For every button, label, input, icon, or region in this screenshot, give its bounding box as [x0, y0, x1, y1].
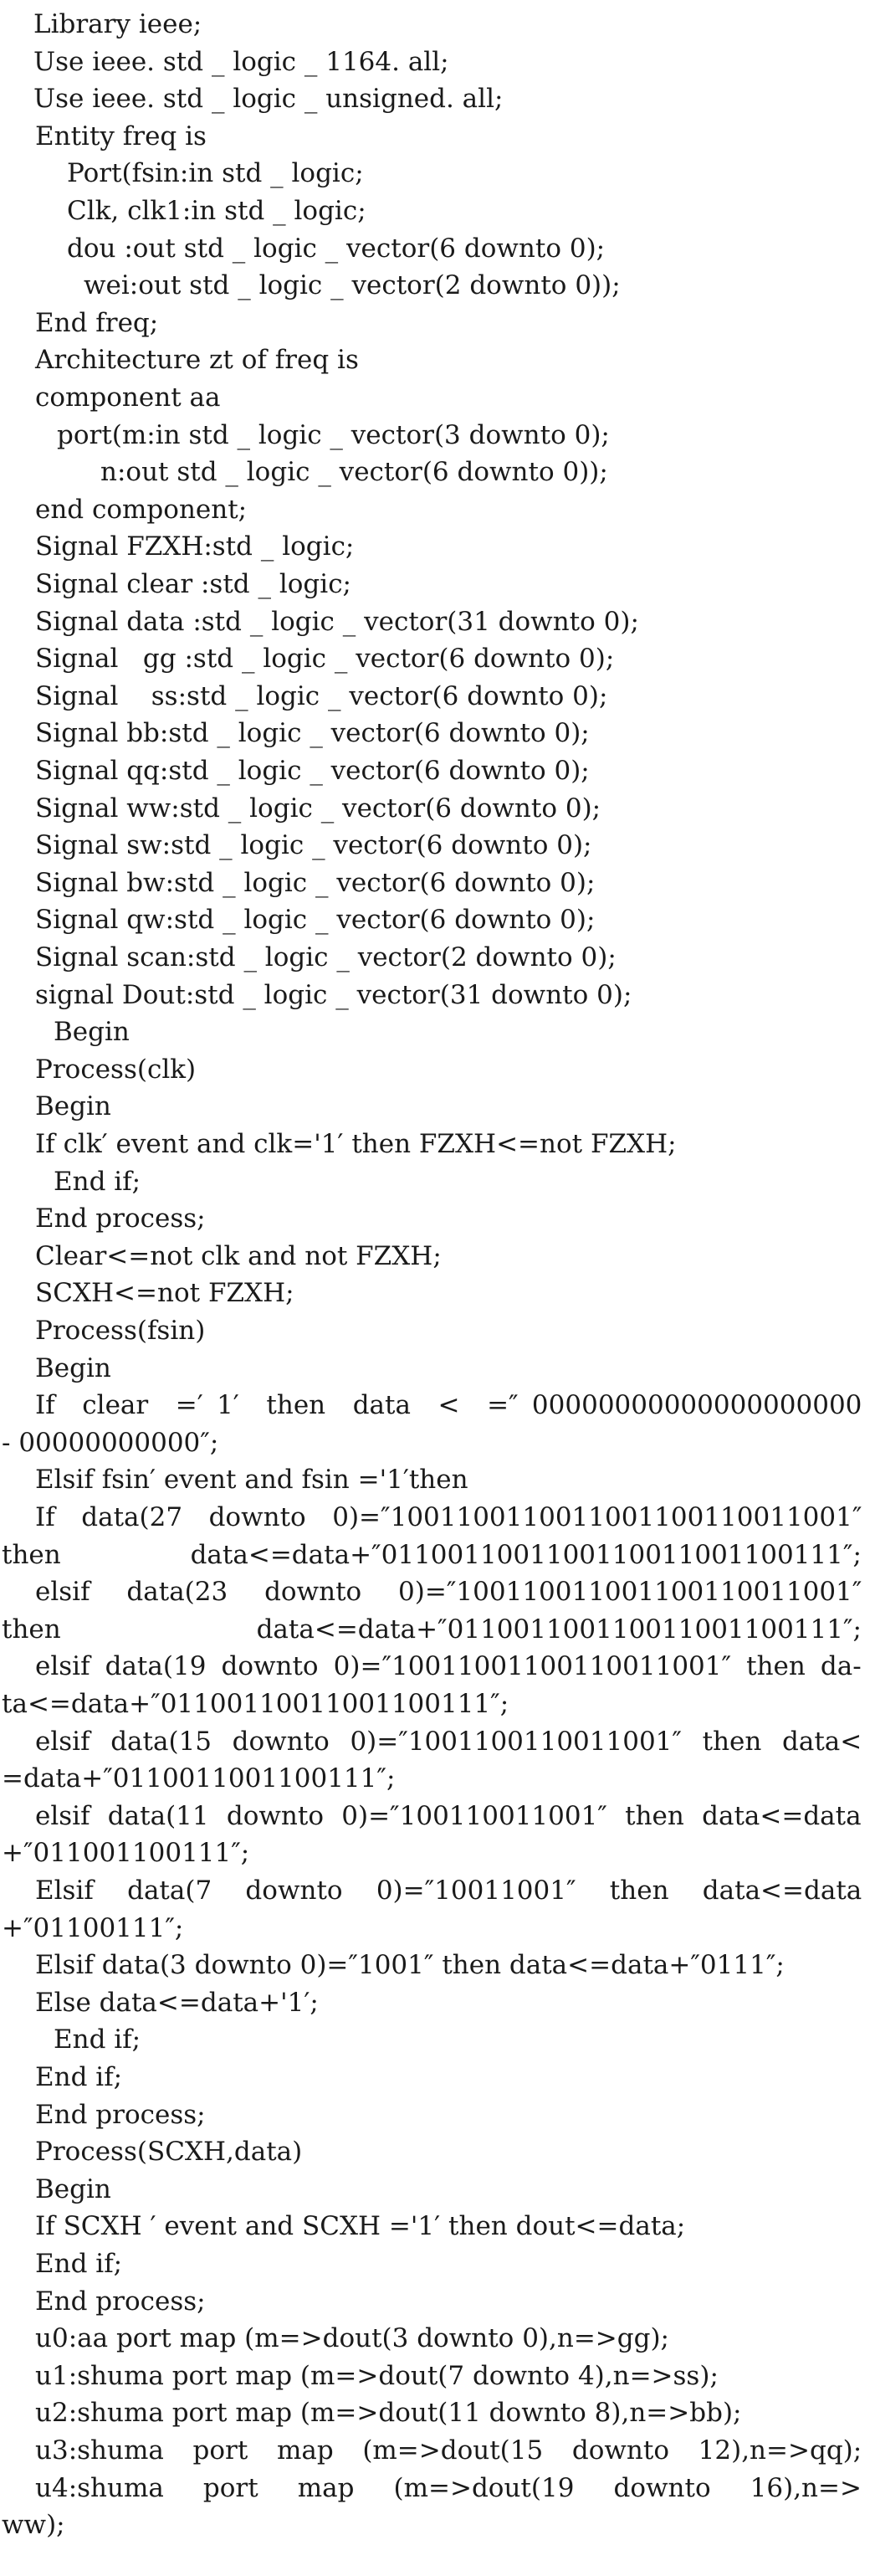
code-line: End if;	[35, 2062, 123, 2092]
code-line: Else data<=data+'1′;	[35, 1987, 319, 2018]
code-line: wei:out std _ logic _ vector(2 downto 0));	[84, 270, 621, 301]
code-line: Begin	[54, 1017, 130, 1048]
code-line: elsif data(23 downto 0)=″100110011001100110011001″	[35, 1577, 862, 1608]
code-line: ta<=data+″01100110011001100111″;	[2, 1689, 509, 1719]
code-line: Signal qq:std _ logic _ vector(6 downto 0);	[35, 756, 590, 786]
code-line: Elsif data(3 downto 0)=″1001″ then data<=data+″0111″;	[35, 1950, 785, 1981]
code-line: Begin	[35, 2173, 111, 2204]
code-line: - 00000000000″;	[2, 1427, 219, 1458]
code-line: Signal clear :std _ logic;	[35, 569, 351, 599]
code-line: elsif data(15 downto 0)=″1001100110011001″ then data<	[35, 1726, 862, 1757]
code-line: Signal ww:std _ logic _ vector(6 downto 0);	[35, 793, 601, 824]
code-line: End if;	[54, 2024, 141, 2055]
code-line: Signal bb:std _ logic _ vector(6 downto 0);	[35, 718, 590, 749]
code-line: ww);	[2, 2510, 65, 2541]
code-line: =data+″0110011001100111″;	[2, 1763, 396, 1794]
code-line: If clk′ event and clk='1′ then FZXH<=not FZXH;	[35, 1129, 677, 1159]
code-line: Signal sw:std _ logic _ vector(6 downto 0);	[35, 830, 592, 861]
code-line: Elsif fsin′ event and fsin ='1′then	[35, 1465, 468, 1496]
code-line: signal Dout:std _ logic _ vector(31 downto 0);	[35, 979, 632, 1010]
code-line: Process(SCXH,data)	[35, 2137, 303, 2168]
code-line: Begin	[35, 1352, 111, 1383]
code-line: Library ieee;	[33, 9, 202, 39]
code-line: Signal qw:std _ logic _ vector(6 downto 0);	[35, 905, 596, 936]
code-line: u0:aa port map (m=>dout(3 downto 0),n=>gg);	[35, 2323, 670, 2354]
code-line: Clear<=not clk and not FZXH;	[35, 1240, 442, 1271]
code-line: SCXH<=not FZXH;	[35, 1278, 294, 1309]
code-line: Signal gg :std _ logic _ vector(6 downto 0);	[35, 644, 615, 675]
code-line: Signal FZXH:std _ logic;	[35, 531, 355, 562]
code-line: port(m:in std _ logic _ vector(3 downto 0);	[57, 419, 610, 450]
code-line: elsif data(11 downto 0)=″100110011001″ then data<=data	[35, 1800, 862, 1831]
code-line: u4:shuma port map (m=>dout(19 downto 16),n=>	[35, 2472, 862, 2503]
code-line: Use ieee. std _ logic _ 1164. all;	[33, 46, 449, 77]
code-line: then data<=data+″011001100110011001100111″;	[2, 1614, 862, 1645]
code-line: End if;	[35, 2249, 123, 2279]
code-line: If SCXH ′ event and SCXH ='1′ then dout<=data;	[35, 2211, 686, 2242]
code-line: elsif data(19 downto 0)=″10011001100110011001″ then da-	[35, 1651, 862, 1682]
code-line: End if;	[54, 1166, 141, 1197]
code-line: Clk, clk1:in std _ logic;	[67, 196, 366, 226]
code-line: then data<=data+″0110011001100110011001100111″;	[2, 1539, 862, 1570]
code-line: Signal data :std _ logic _ vector(31 downto 0);	[35, 606, 639, 637]
code-line: u1:shuma port map (m=>dout(7 downto 4),n=>ss);	[35, 2360, 719, 2391]
code-line: End process;	[35, 2099, 206, 2130]
code-line: Port(fsin:in std _ logic;	[67, 158, 364, 189]
code-line: u3:shuma port map (m=>dout(15 downto 12),n=>qq);	[35, 2435, 862, 2466]
code-line: Begin	[35, 1091, 111, 1122]
code-line: Signal bw:std _ logic _ vector(6 downto 0);	[35, 867, 596, 898]
code-line: Entity freq is	[35, 121, 207, 151]
code-line: End process;	[35, 2286, 206, 2317]
code-line: Signal ss:std _ logic _ vector(6 downto 0);	[35, 680, 608, 711]
code-line: If clear =′ 1′ then data < =″ 00000000000000000000	[35, 1390, 862, 1421]
code-line: n:out std _ logic _ vector(6 downto 0));	[100, 457, 608, 488]
code-line: +″01100111″;	[2, 1912, 184, 1943]
code-line: Architecture zt of freq is	[35, 345, 359, 376]
code-line: Signal scan:std _ logic _ vector(2 downto 0);	[35, 942, 617, 972]
code-line: If data(27 downto 0)=″1001100110011001100110011001″	[35, 1502, 862, 1532]
code-line: Elsif data(7 downto 0)=″10011001″ then data<=data	[35, 1876, 862, 1906]
code-line: component aa	[35, 382, 221, 413]
code-line: end component;	[35, 494, 248, 525]
code-line: +″011001100111″;	[2, 1838, 250, 1869]
code-line: End freq;	[35, 307, 159, 338]
code-line: dou :out std _ logic _ vector(6 downto 0);	[67, 233, 606, 264]
code-line: End process;	[35, 1203, 206, 1234]
code-line: Process(clk)	[35, 1054, 197, 1085]
code-line: u2:shuma port map (m=>dout(11 downto 8),n=>bb);	[35, 2398, 742, 2429]
code-line: Process(fsin)	[35, 1316, 206, 1346]
code-line: Use ieee. std _ logic _ unsigned. all;	[33, 84, 504, 115]
